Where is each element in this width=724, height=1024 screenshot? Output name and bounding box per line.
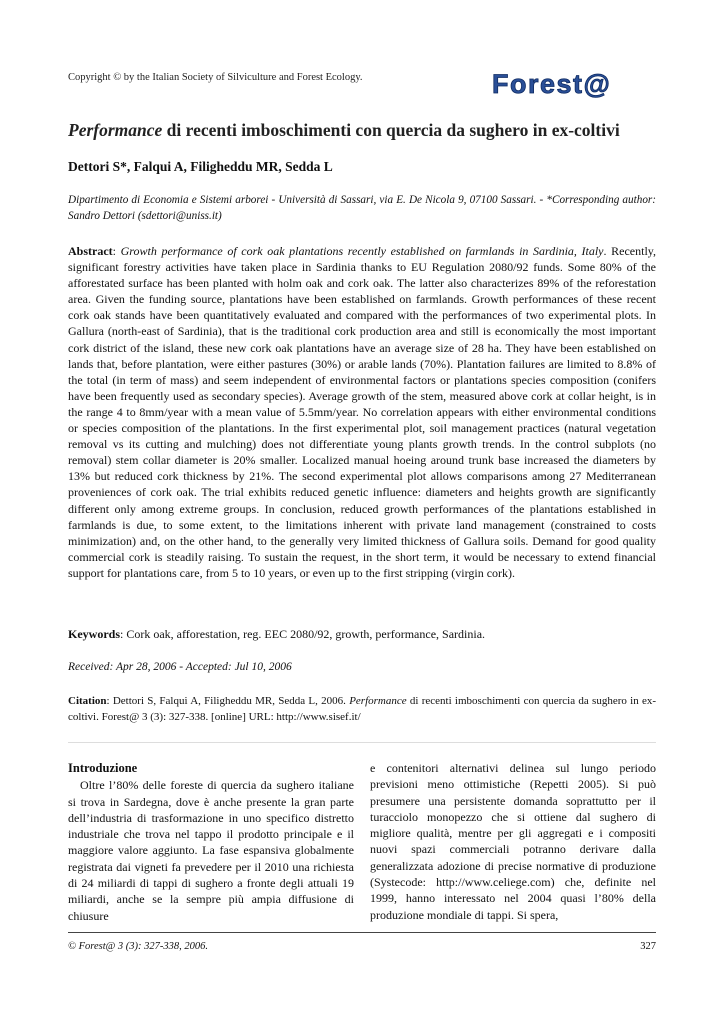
abstract: Abstract: Growth performance of cork oak plantations recently established on farmlands in Sardinia, Italy. Recently, significant forestry activities have taken place in Sardinia thanks to EU Regulation 2080/92 funds. Some 80% of the afforestated surface has been planted with holm oak and cork oak. The latter also characterizes 89% of the reforestation area. Given the funding source, plantations have been established on farmlands. Growth performances of these recent cork oak stands have been quantitatively evaluated and compared with the performances of two experimental plots. In Gallura (north-east of Sardinia), that is the traditional cork production area and still is economically the most important cork district of the island, these new cork oak plantations have an average size of 28 ha. They have been established on lands that, before plantation, were either pastures (30%) or arable lands (70%). Plantation failures are limited to 8.8% of the total (in term of mass) and seem independent of environmental factors or plantations species composition (conifers have been frequently used as secondary species). Average growth of the stem, measured above cork at collar height, is in the range 4 to 8mm/year with a mean value of 5.5mm/year. No correlation appears with either environmental conditions or species composition of the plantations. In the first experimental plot, soil management practices (natural vegetation removal vs its cutting and mulching) does not differentiate young plants growth trends. In the control subplots (no removal) stem collar diameter is 20% smaller. Localized manual hoeing around trunk base increased the diameters by 13% but reduced cork thickness by 21%. The second experimental plot allows comparisons among 27 Mediterranean proveniences of cork oak. The trial exhibits reduced genetic influence: diameters and heights growth are significantly different only among extreme groups. In conclusion, reduced growth performances of the plantations established in farmlands is due, to some extent, to the limitations inherent with private land management (constrained to costs minimization) and, on the other hand, to the generally very limited thickness of Gallura soils. Demand for good quality commercial cork is steadily raising. To sustain the request, in the short term, it would be necessary to extend financial support for plantations care, from 5 to 10 years, or even up to the first stripping (virgin cork).: [68, 244, 656, 580]
section-divider: [68, 742, 656, 743]
keywords: Keywords: Cork oak, afforestation, reg. EEC 2080/92, growth, performance, Sardinia.: [68, 627, 486, 641]
body-paragraph-left: Oltre l’80% delle foreste di quercia da sughero italiane si trova in Sardegna, dove è anche presente la gran parte dell’industria di trasformazione in uno specifico distretto industriale che trova nel tappo il prodotto principale e il maggiore valore aggiunto. La fase espansiva globalmente registrata dai vigneti fa prevedere per il 2010 una richiesta di 24 miliardi di tappi di sughero a fronte degli attuali 19 miliardi, anche se la sempre più ampia diffusione di chiusure: [68, 778, 354, 923]
footer-journal-ref: © Forest@ 3 (3): 327-338, 2006.: [68, 941, 209, 952]
body-column-right: [370, 760, 656, 923]
citation-label: Citation: [68, 695, 107, 707]
section-title: Introduzione: [68, 761, 138, 775]
citation: Citation: Dettori S, Falqui A, Filigheddu MR, Sedda L, 2006. Performance di recenti imboschimenti con quercia da sughero in ex-coltivi. Forest@ 3 (3): 327-338. [online] URL: http://www.sisef.it/: [68, 695, 657, 723]
paper-title: [68, 120, 668, 141]
copyright-notice: Copyright © by the Italian Society of Silviculture and Forest Ecology.: [68, 72, 363, 83]
abstract-body: Recently, significant forestry activities have taken place in Sardinia thanks to EU Regulation 2080/92 funds. Some 80% of the afforestated surface has been planted with holm oak and cork oak. The latter also characterizes 89% of the reforestation area. Given the funding source, plantations have been established on farmlands. Growth performances of these recent cork oak stands have been quantitatively evaluated and compared with the performances of two experimental plots. In Gallura (north-east of Sardinia), that is the traditional cork production area and still is economically the most important cork district of the island, these new cork oak plantations have an average size of 28 ha. They have been established on lands that, before plantation, were either pastures (30%) or arable lands (70%). Plantation failures are limited to 8.8% of the total (in term of mass) and seem independent of environmental factors or plantations species composition (conifers have been frequently used as secondary species). Average growth of the stem, measured above cork at collar height, is in the range 4 to 8mm/year with a mean value of 5.5mm/year. No correlation appears with either environmental conditions or species composition of the plantations. In the first experimental plot, soil management practices (natural vegetation removal vs its cutting and mulching) does not differentiate young plants growth trends. In the control subplots (no removal) stem collar diameter is 20% smaller. Localized manual hoeing around trunk base increased the diameters by 13% but reduced cork thickness by 21%. The second experimental plot allows comparisons among 27 Mediterranean proveniences of cork oak. The trial exhibits reduced genetic influence: diameters and heights growth are significantly different only among extreme groups. In conclusion, reduced growth performances of the plantations established in farmlands is due, to some extent, to the limitations inherent with private land management (constrained to costs minimization) and, on the other hand, to the generally very limited thickness of Gallura soils. Demand for good quality commercial cork is steadily raising. To sustain the request, in the short term, it would be necessary to extend financial support for plantations care, from 5 to 10 years, or even up to the first stripping (virgin cork).: [68, 244, 656, 580]
citation-authors: Dettori S, Falqui A, Filigheddu MR, Sedda L, 2006.: [112, 695, 346, 707]
body-paragraph-right: e contenitori alternativi delinea sul lungo periodo previsioni meno ottimistiche (Repetti 2005). Si può presumere una persistente domanda soprattutto per il turacciolo monopezzo che si ottiene dal sughero di migliore qualità, mentre per gli aggregati e i compositi nuovi spazi commerciali potranno derivare dalla generalizzata adozione di precise normative di produzione (Systecode: http://www.celiege.com) che, definite nel 1999, hanno interessato nel 2004 quasi l’80% della produzione mondiale di tappi. Si spera,: [370, 761, 656, 922]
title-rest: di recenti imboschimenti con quercia da sughero in ex-coltivi: [162, 120, 620, 140]
authors: Dettori S*, Falqui A, Filigheddu MR, Sedda L: [68, 159, 333, 174]
title-italic-part: Performance: [68, 120, 163, 140]
citation-italic-word: Performance: [349, 695, 407, 707]
keywords-text: Cork oak, afforestation, reg. EEC 2080/92, growth, performance, Sardinia.: [126, 627, 486, 641]
keywords-label: Keywords: [68, 627, 120, 641]
journal-logo-text: Forest@: [492, 69, 612, 99]
abstract-english-title: Growth performance of cork oak plantations recently established on farmlands in Sardinia, Italy: [120, 244, 604, 258]
abstract-label: Abstract: [68, 244, 113, 258]
body-column-left: [68, 760, 354, 924]
page-number: 327: [640, 941, 656, 952]
journal-logo: [490, 66, 658, 100]
received-dates: Received: Apr 28, 2006 - Accepted: Jul 10, 2006: [68, 661, 292, 673]
citation-rest: di recenti imboschimenti con quercia da sughero in ex-coltivi. Forest@ 3 (3): 327-338. [online] URL: http://www.sisef.it/: [68, 695, 657, 723]
affiliation: Dipartimento di Economia e Sistemi arborei - Università di Sassari, via E. De Nicola 9, 07100 Sassari. - *Corresponding author: Sandro Dettori (sdettori@uniss.it): [68, 194, 656, 222]
footer-rule: [68, 932, 656, 933]
